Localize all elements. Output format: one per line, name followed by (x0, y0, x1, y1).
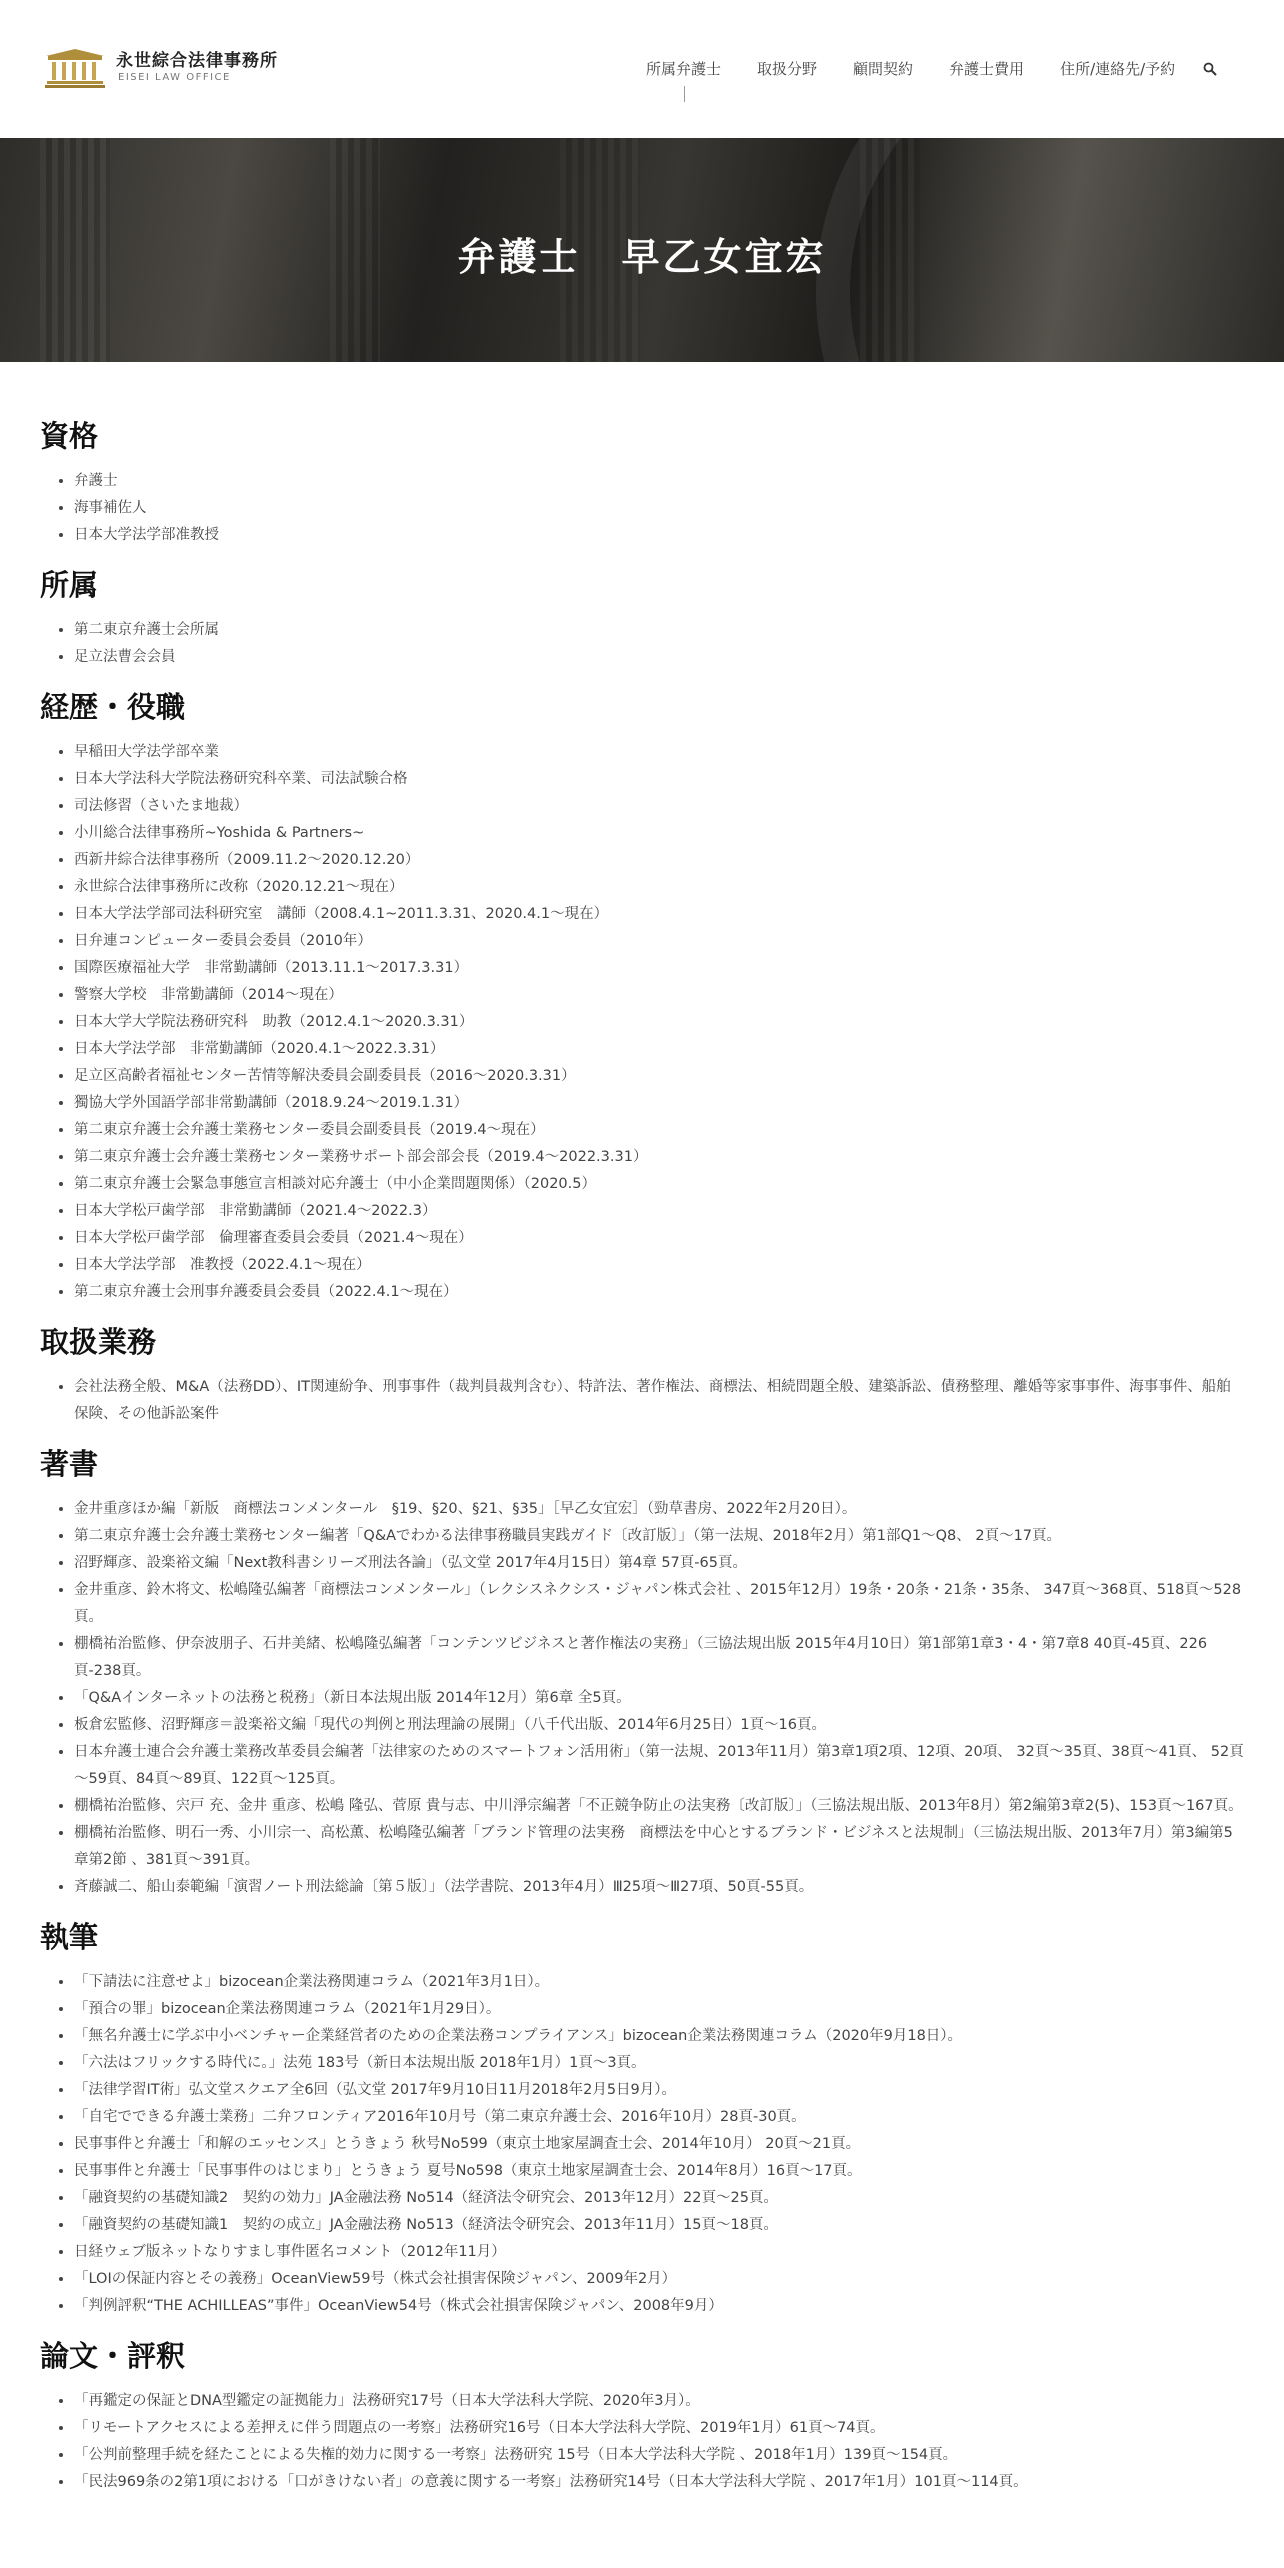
list-item: • 日本大学大学院法務研究科 助教（2012.4.1～2020.3.31） (74, 1009, 1244, 1036)
list-item: • 民事事件と弁護士「和解のエッセンス」とうきょう 秋号No599（東京土地家屋調査士会、2014年10月） 20頁～21頁。 (74, 2131, 1244, 2158)
list-item: • 第二東京弁護士会弁護士業務センター編著「Q&Aでわかる法律事務職員実践ガイド〔改訂版〕」（第一法規、2018年2月）第1部Q1～Q8、 2頁～17頁。 (74, 1523, 1244, 1550)
section-title-books: 著書 (40, 1447, 99, 1481)
list-item: • 民事事件と弁護士「民事事件のはじまり」とうきょう 夏号No598（東京土地家屋調査士会、2014年8月）16頁～17頁。 (74, 2158, 1244, 2185)
list-item: • 第二東京弁護士会刑事弁護委員会委員（2022.4.1～現在） (74, 1279, 1244, 1306)
affiliations-list (40, 617, 1244, 671)
list-item: • 斉藤誠二、船山泰範編「演習ノート刑法総論〔第５版〕」（法学書院、2013年4月）Ⅲ25項～Ⅲ27項、50頁-55頁。 (74, 1874, 1244, 1901)
list-item: • 海事補佐人 (74, 495, 1244, 522)
articles-list (40, 1969, 1244, 2320)
list-item: • 「預合の罪」bizocean企業法務関連コラム（2021年1月29日）。 (74, 1996, 1244, 2023)
nav-practice-areas[interactable]: 取扱分野 (757, 60, 818, 78)
hero-banner (0, 138, 1284, 362)
page-title: 弁護士 早乙女宜宏 (457, 235, 827, 279)
list-item: • 永世綜合法律事務所に改称（2020.12.21～現在） (74, 874, 1244, 901)
list-item: • 小川総合法律事務所~Yoshida & Partners~ (74, 820, 1244, 847)
list-item: • 「六法はフリックする時代に。」法苑 183号（新日本法規出版 2018年1月）1頁～3頁。 (74, 2050, 1244, 2077)
list-item: • 「公判前整理手続を経たことによる失権的効力に関する一考察」法務研究 15号（日本大学法科大学院 、2018年1月）139頁～154頁。 (74, 2442, 1244, 2469)
list-item: • 「判例評釈“THE ACHILLEAS”事件」OceanView54号（株式会社損害保険ジャパン、2008年9月） (74, 2293, 1244, 2320)
section-title-career: 経歴・役職 (40, 690, 186, 724)
list-item: • 日本大学法学部 非常勤講師（2020.4.1～2022.3.31） (74, 1036, 1244, 1063)
logo-japanese-name: 永世綜合法律事務所 (116, 51, 278, 71)
section-title-articles: 執筆 (40, 1920, 99, 1954)
list-item: • 会社法務全般、M&A（法務DD）、IT関連紛争、刑事事件（裁判員裁判含む）、特許法、著作権法、商標法、相続問題全般、建築訴訟、債務整理、離婚等家事事件、海事事件、船舶保険、その他訴訟案件 (74, 1374, 1244, 1428)
nav-retainer[interactable]: 顧問契約 (853, 60, 914, 78)
list-item: • 「無名弁護士に学ぶ中小ベンチャー企業経営者のための企業法務コンプライアンス」bizocean企業法務関連コラム（2020年9月18日）。 (74, 2023, 1244, 2050)
courthouse-logo-icon (44, 48, 106, 88)
list-item: • 日本弁護士連合会弁護士業務改革委員会編著「法律家のためのスマートフォン活用術」（第一法規、2013年11月）第3章1項2項、12項、20項、 32頁～35頁、38頁～41頁、 52頁～59頁、84頁～89頁、122頁～125頁。 (74, 1739, 1244, 1793)
list-item: • 棚橋祐治監修、明石一秀、小川宗一、高松薫、松嶋隆弘編著「ブランド管理の法実務 商標法を中心とするブランド・ビジネスと法規制」（三協法規出版、2013年7月）第3編第5章第2節 、381頁～391頁。 (74, 1820, 1244, 1874)
list-item: • 国際医療福祉大学 非常勤講師（2013.11.1～2017.3.31） (74, 955, 1244, 982)
list-item: • 日本大学法科大学院法務研究科卒業、司法試験合格 (74, 766, 1244, 793)
nav-attorneys[interactable]: 所属弁護士 (646, 60, 722, 78)
list-item: • 日本大学法学部 准教授（2022.4.1～現在） (74, 1252, 1244, 1279)
main-nav (646, 58, 1217, 79)
list-item: • 日本大学松戸歯学部 非常勤講師（2021.4～2022.3） (74, 1198, 1244, 1225)
list-item: • 日本大学法学部司法科研究室 講師（2008.4.1~2011.3.31、2020.4.1～現在） (74, 901, 1244, 928)
list-item: • 第二東京弁護士会弁護士業務センター業務サポート部会部会長（2019.4～2022.3.31） (74, 1144, 1244, 1171)
section-title-qualifications: 資格 (40, 419, 99, 453)
section-title-practice: 取扱業務 (40, 1325, 157, 1359)
list-item: • 棚橋祐治監修、伊奈波朋子、石井美緒、松嶋隆弘編著「コンテンツビジネスと著作権法の実務」（三協法規出版 2015年4月10日）第1部第1章3・4・第7章8 40頁-45頁、226頁-238頁。 (74, 1631, 1244, 1685)
practice-list (40, 1374, 1244, 1428)
search-icon[interactable] (1203, 62, 1217, 76)
section-title-affiliations: 所属 (40, 568, 99, 602)
list-item: • 「Q&Aインターネットの法務と税務」（新日本法規出版 2014年12月）第6章 全5頁。 (74, 1685, 1244, 1712)
logo-english-name: EISEI LAW OFFICE (118, 72, 231, 83)
qualifications-list (40, 468, 1244, 549)
list-item: • 板倉宏監修、沼野輝彦＝設楽裕文編「現代の判例と刑法理論の展開」（八千代出版、2014年6月25日）1頁～16頁。 (74, 1712, 1244, 1739)
section-title-papers: 論文・評釈 (40, 2339, 186, 2373)
list-item: • 「融資契約の基礎知識1 契約の成立」JA金融法務 No513（経済法令研究会、2013年11月）15頁～18頁。 (74, 2212, 1244, 2239)
list-item: • 沼野輝彦、設楽裕文編「Next教科書シリーズ刑法各論」（弘文堂 2017年4月15日）第4章 57頁-65頁。 (74, 1550, 1244, 1577)
list-item: • 第二東京弁護士会所属 (74, 617, 1244, 644)
list-item: • 「LOIの保証内容とその義務」OceanView59号（株式会社損害保険ジャパン、2009年2月） (74, 2266, 1244, 2293)
list-item: • 第二東京弁護士会弁護士業務センター委員会副委員長（2019.4～現在） (74, 1117, 1244, 1144)
list-item: • 日本大学法学部准教授 (74, 522, 1244, 549)
list-item: • 警察大学校 非常勤講師（2014～現在） (74, 982, 1244, 1009)
books-list (40, 1496, 1244, 1901)
list-item: • 獨協大学外国語学部非常勤講師（2018.9.24～2019.1.31） (74, 1090, 1244, 1117)
list-item: • 「自宅でできる弁護士業務」二弁フロンティア2016年10月号（第二東京弁護士会、2016年10月）28頁-30頁。 (74, 2104, 1244, 2131)
site-logo[interactable] (44, 48, 278, 88)
list-item: • 第二東京弁護士会緊急事態宣言相談対応弁護士（中小企業問題関係）（2020.5） (74, 1171, 1244, 1198)
list-item: • 足立法曹会会員 (74, 644, 1244, 671)
list-item: • 「再鑑定の保証とDNA型鑑定の証拠能力」法務研究17号（日本大学法科大学院、2020年3月）。 (74, 2388, 1244, 2415)
list-item: • 「民法969条の2第1項における「口がきけない者」の意義に関する一考察」法務研究14号（日本大学法科大学院 、2017年1月）101頁～114頁。 (74, 2469, 1244, 2496)
list-item: • 弁護士 (74, 468, 1244, 495)
list-item: • 金井重彦ほか編「新版 商標法コンメンタール §19、§20、§21、§35」［早乙女宜宏］（勁草書房、2022年2月20日）。 (74, 1496, 1244, 1523)
nav-contact[interactable]: 住所/連絡先/予約 (1060, 60, 1176, 78)
list-item: • 「法律学習IT術」弘文堂スクエア全6回（弘文堂 2017年9月10日11月2018年2月5日9月）。 (74, 2077, 1244, 2104)
list-item: • 西新井綜合法律事務所（2009.11.2～2020.12.20） (74, 847, 1244, 874)
list-item: • 日弁連コンピューター委員会委員（2010年） (74, 928, 1244, 955)
list-item: • 「リモートアクセスによる差押えに伴う問題点の一考察」法務研究16号（日本大学法科大学院、2019年1月）61頁～74頁。 (74, 2415, 1244, 2442)
list-item: • 日本大学松戸歯学部 倫理審査委員会委員（2021.4～現在） (74, 1225, 1244, 1252)
list-item: • 棚橋祐治監修、宍戸 充、金井 重彦、松嶋 隆弘、菅原 貴与志、中川淨宗編著「不正競争防止の法実務〔改訂版〕」（三協法規出版、2013年8月）第2編第3章2(5)、153頁～167頁。 (74, 1793, 1244, 1820)
list-item: • 司法修習（さいたま地裁） (74, 793, 1244, 820)
list-item: • 「融資契約の基礎知識2 契約の効力」JA金融法務 No514（経済法令研究会、2013年12月）22頁～25頁。 (74, 2185, 1244, 2212)
list-item: • 日経ウェブ版ネットなりすまし事件匿名コメント（2012年11月） (74, 2239, 1244, 2266)
site-header (0, 0, 1284, 138)
attorney-profile (0, 362, 1284, 2496)
list-item: • 足立区高齢者福祉センター苦情等解決委員会副委員長（2016～2020.3.31） (74, 1063, 1244, 1090)
nav-fees[interactable]: 弁護士費用 (949, 60, 1025, 78)
list-item: • 「下請法に注意せよ」bizocean企業法務関連コラム（2021年3月1日）。 (74, 1969, 1244, 1996)
career-list (40, 739, 1244, 1306)
list-item: • 金井重彦、鈴木将文、松嶋隆弘編著「商標法コンメンタール」（レクシスネクシス・ジャパン株式会社 、2015年12月）19条・20条・21条・35条、 347頁～368頁、518頁～528頁。 (74, 1577, 1244, 1631)
papers-list (40, 2388, 1244, 2496)
list-item: • 早稲田大学法学部卒業 (74, 739, 1244, 766)
